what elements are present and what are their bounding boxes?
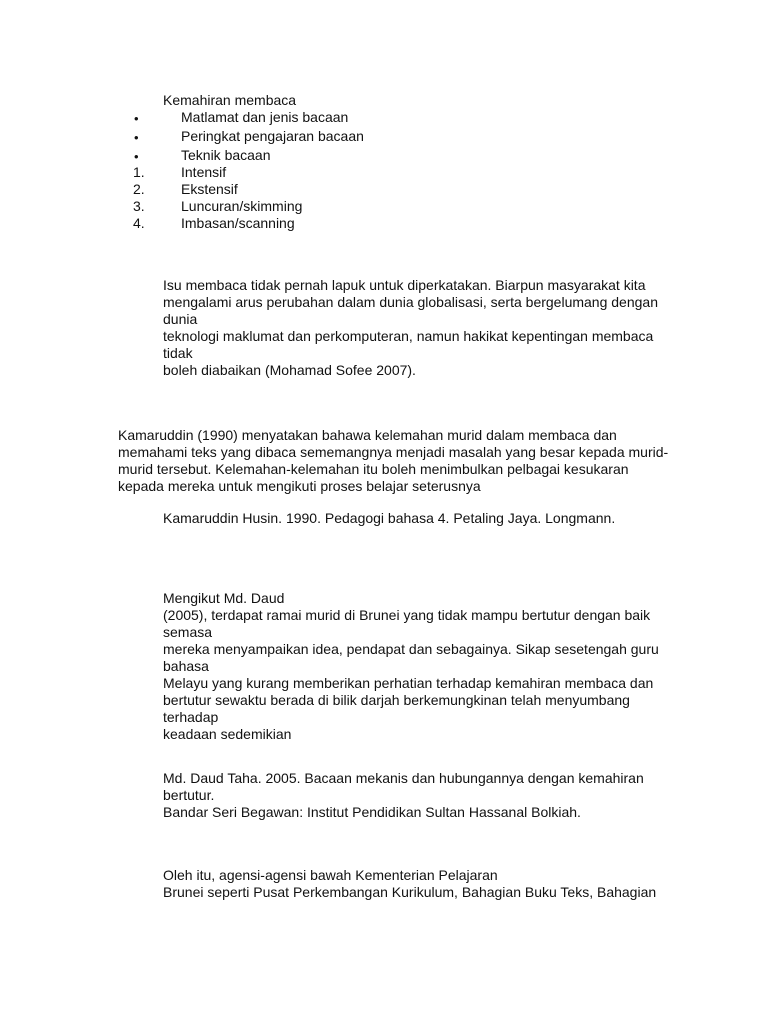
reference-kamaruddin (163, 510, 615, 527)
number-marker: 2. (133, 181, 145, 197)
reference-daud (163, 770, 644, 821)
paragraph-sofee (163, 277, 658, 379)
paragraph-line: bertutur sewaktu berada di bilik darjah berkemungkinan telah menyumbang (163, 692, 630, 708)
bullet-marker: • (134, 149, 139, 164)
bullet-item: Peringkat pengajaran bacaan (181, 128, 364, 144)
paragraph-kamaruddin (118, 427, 668, 495)
paragraph-line: memahami teks yang dibaca sememangnya menjadi masalah yang besar kepada murid- (118, 444, 669, 460)
paragraph-line: mereka menyampaikan idea, pendapat dan sebagainya. Sikap sesetengah guru (163, 641, 659, 657)
number-marker: 4. (133, 215, 145, 231)
bullet-item: Matlamat dan jenis bacaan (181, 109, 349, 125)
numbered-item: Imbasan/scanning (181, 215, 295, 231)
paragraph-line: teknologi maklumat dan perkomputeran, namun hakikat kepentingan membaca (163, 328, 654, 344)
paragraph-line: semasa (163, 624, 213, 640)
paragraph-daud (163, 590, 659, 743)
paragraph-line: Melayu yang kurang memberikan perhatian terhadap kemahiran membaca dan (163, 675, 654, 691)
numbered-item: Luncuran/skimming (181, 198, 303, 214)
bullet-marker: • (134, 130, 139, 145)
paragraph-line: Mengikut Md. Daud (163, 590, 285, 606)
outline-heading: Kemahiran membaca (163, 92, 297, 108)
number-marker: 1. (133, 164, 145, 180)
paragraph-line: boleh diabaikan (Mohamad Sofee 2007). (163, 362, 416, 378)
paragraph-line: Kamaruddin (1990) menyatakan bahawa kelemahan murid dalam membaca dan (118, 427, 617, 443)
paragraph-line: kepada mereka untuk mengikuti proses belajar seterusnya (118, 478, 481, 494)
paragraph-closing (163, 867, 656, 901)
paragraph-line: tidak (163, 345, 193, 361)
reference-line: Bandar Seri Begawan: Institut Pendidikan Sultan Hassanal Bolkiah. (163, 804, 581, 820)
paragraph-line: dunia (163, 311, 198, 327)
paragraph-line: mengalami arus perubahan dalam dunia globalisasi, serta bergelumang dengan (163, 294, 658, 310)
paragraph-line: bahasa (163, 658, 209, 674)
numbered-item: Ekstensif (181, 181, 238, 197)
bullet-item: Teknik bacaan (181, 147, 271, 163)
paragraph-line: (2005), terdapat ramai murid di Brunei yang tidak mampu bertutur dengan baik (163, 607, 651, 623)
paragraph-line: keadaan sedemikian (163, 726, 292, 742)
paragraph-line: Brunei seperti Pusat Perkembangan Kurikulum, Bahagian Buku Teks, Bahagian (163, 884, 657, 900)
paragraph-line: terhadap (163, 709, 219, 725)
reference-line: Md. Daud Taha. 2005. Bacaan mekanis dan hubungannya dengan kemahiran (163, 770, 644, 786)
reference-line: Kamaruddin Husin. 1990. Pedagogi bahasa 4. Petaling Jaya. Longmann. (163, 510, 616, 526)
paragraph-line: murid tersebut. Kelemahan-kelemahan itu boleh menimbulkan pelbagai kesukaran (118, 461, 629, 477)
bullet-marker: • (134, 111, 139, 126)
number-marker: 3. (133, 198, 145, 214)
reference-line: bertutur. (163, 787, 215, 803)
paragraph-line: Isu membaca tidak pernah lapuk untuk diperkatakan. Biarpun masyarakat kita (163, 277, 646, 293)
paragraph-line: Oleh itu, agensi-agensi bawah Kementerian Pelajaran (163, 867, 498, 883)
numbered-item: Intensif (181, 164, 227, 180)
